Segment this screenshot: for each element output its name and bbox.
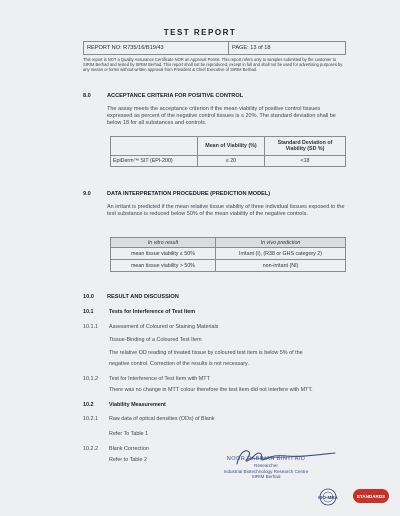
section-number: 10.0 xyxy=(83,294,94,300)
section-title: RESULT AND DISCUSSION xyxy=(107,294,179,300)
table-cell: EpiDerm™ SIT (EPI-200) xyxy=(111,156,198,167)
svg-text:ISO-MRA: ISO-MRA xyxy=(318,495,338,500)
standards-logo xyxy=(352,486,390,510)
text-line: The relative OD reading of treated tissue by coloured test item is below 5% of the xyxy=(109,350,303,356)
section-number: 10.1.2 xyxy=(83,376,98,382)
table-cell: mean tissue viability > 50% xyxy=(111,260,216,272)
text-line: There was no change in MTT colour therefore the test item did not interfere with MTT. xyxy=(109,387,313,393)
section-number: 10.2.2 xyxy=(83,446,98,452)
signatory-block xyxy=(180,457,352,480)
table-header: In vitro result xyxy=(111,238,216,248)
signatory-company: SIRIM Berhad xyxy=(251,474,281,480)
table-header: Mean of Viability (%) xyxy=(198,137,265,156)
text-line: Refer To Table 1 xyxy=(109,431,149,437)
table-header: In vivo prediction xyxy=(216,238,346,248)
signatory-role: Researcher xyxy=(254,462,278,468)
section-title: Viability Measurement xyxy=(109,402,166,408)
section-title: DATA INTERPRETATION PROCEDURE (PREDICTION MODEL) xyxy=(107,191,271,197)
page-number: PAGE: 13 of 18 xyxy=(232,45,271,51)
table-corner-cell xyxy=(111,137,198,156)
acceptance-criteria-table xyxy=(110,136,346,167)
section-number: 10.1 xyxy=(83,309,94,315)
table-header: Standard Deviation of Viability (SD %) xyxy=(265,137,346,156)
report-number: REPORT NO: R735/16/B19/43 xyxy=(84,42,229,54)
signatory-org: Industrial Biotechnology Research Centre xyxy=(223,468,309,474)
signatory-name: NOOR RABIHAH BINTI AID xyxy=(226,456,306,462)
section-number: 8.0 xyxy=(83,93,91,99)
table-cell: ≤ 20 xyxy=(198,156,265,167)
section-title: Assessment of Coloured or Staining Materials xyxy=(109,324,219,330)
section-title: Raw data of optical densities (ODs) of Blank xyxy=(109,416,215,422)
table-cell: <18 xyxy=(265,156,346,167)
table-cell: Irritant (I), (R38 or GHS category 2) xyxy=(216,248,346,260)
table-cell: non-irritant (NI) xyxy=(216,260,346,272)
section-title: ACCEPTANCE CRITERIA FOR POSITIVE CONTROL xyxy=(107,93,244,99)
svg-text:STANDARDS: STANDARDS xyxy=(356,494,386,499)
text-line: negative control. Correction of the results is not necessary. xyxy=(109,361,249,367)
text-line: Tissue-Binding of a Coloured Test Item xyxy=(109,337,202,343)
report-title: TEST REPORT xyxy=(163,28,237,37)
table-row xyxy=(111,260,346,272)
iso-mra-logo xyxy=(313,488,343,508)
table-cell: mean tissue viability ≤ 50% xyxy=(111,248,216,260)
section-title: Tests for Interference of Test Item xyxy=(109,309,196,315)
section-number: 10.2.1 xyxy=(83,416,98,422)
prediction-model-table xyxy=(110,237,346,272)
section-8-text: The assay meets the acceptance criterion if the mean viability of positive control tissues expressed as percent of the negative control tissues is ≤ 20%. The standard deviation shall be below 18 for all substances and controls. xyxy=(107,106,336,126)
section-9-text: An irritant is predicted if the mean relative tissue viability of three individual tissues exposed to the test substance is reduced below 50% of the mean viability of the negative controls. xyxy=(107,204,345,217)
disclaimer: This report is NOT a Quality Assurance Certificate NOR an Approval Permit. This report refers only to samples submitted by the customer to SIRIM Berhad and tested by SIRIM Berhad. This report shall not be reproduced, except in full and shall not be used for advertising purposes by any means or forms without written approval from President & Chief Executive of SIRIM Berhad. xyxy=(83,57,343,73)
table-row xyxy=(111,248,346,260)
section-number: 9.0 xyxy=(83,191,91,197)
section-title: Test for Interference of Test Item with MTT xyxy=(109,376,210,382)
text-line: Refer to Table 2 xyxy=(109,457,147,463)
section-number: 10.1.1 xyxy=(83,324,98,330)
table-row xyxy=(111,156,346,167)
section-title: Blank Correction xyxy=(109,446,149,452)
report-header-table xyxy=(83,41,346,55)
section-number: 10.2 xyxy=(83,402,94,408)
